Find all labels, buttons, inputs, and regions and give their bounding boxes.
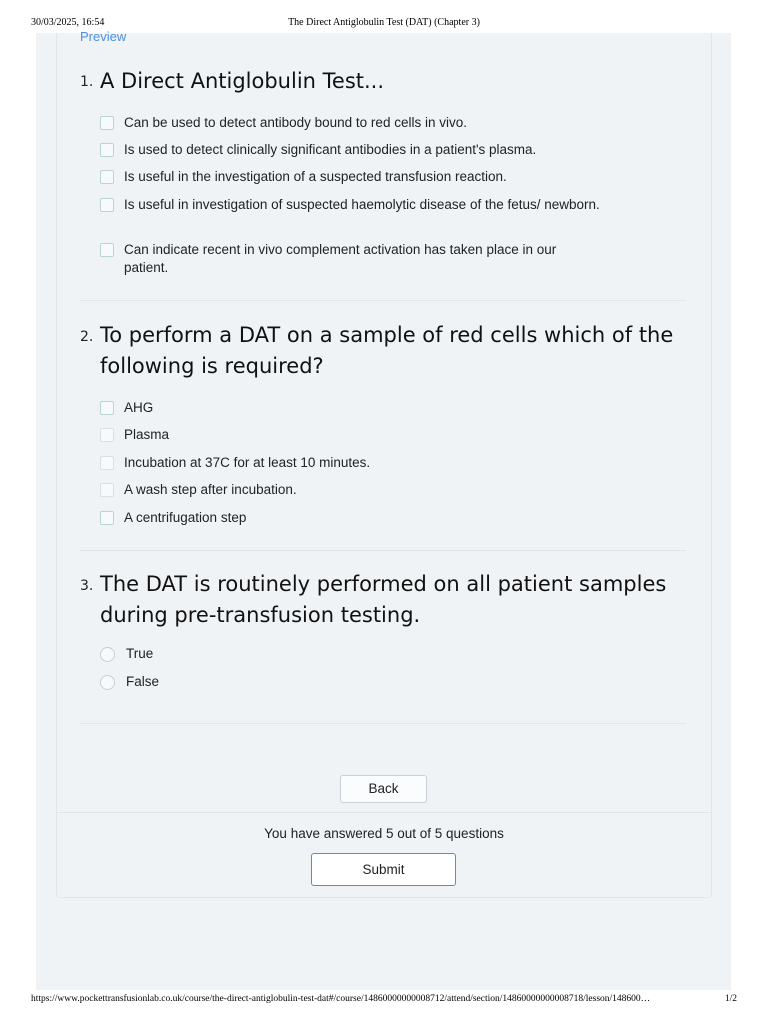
checkbox[interactable] bbox=[100, 243, 114, 257]
checkbox[interactable] bbox=[100, 401, 114, 415]
print-url: https://www.pockettransfusionlab.co.uk/course/the-direct-antiglobulin-test-dat#/course/14860000000008712/attend/section/14860000000008718/lesson/148600… bbox=[31, 994, 651, 1004]
checkbox[interactable] bbox=[100, 170, 114, 184]
checkbox[interactable] bbox=[100, 428, 114, 442]
answered-status: You have answered 5 out of 5 questions bbox=[264, 826, 504, 841]
question-divider bbox=[80, 550, 686, 551]
question-divider bbox=[80, 723, 686, 724]
radio-button[interactable] bbox=[100, 647, 115, 662]
question-number: 1. bbox=[80, 74, 94, 90]
option-label: Is used to detect clinically significant antibodies in a patient's plasma. bbox=[124, 142, 537, 157]
checkbox[interactable] bbox=[100, 456, 114, 470]
option-label: Can be used to detect antibody bound to red cells in vivo. bbox=[124, 115, 467, 130]
option-label: Can indicate recent in vivo complement activation has taken place in our patient. bbox=[124, 242, 557, 275]
checkbox[interactable] bbox=[100, 198, 114, 212]
print-footer bbox=[31, 994, 737, 1008]
question-number: 2. bbox=[80, 329, 94, 345]
option-label: A centrifugation step bbox=[124, 510, 247, 525]
checkbox[interactable] bbox=[100, 116, 114, 130]
preview-link[interactable]: Preview bbox=[80, 29, 127, 44]
print-page-title: The Direct Antiglobulin Test (DAT) (Chapter 3) bbox=[288, 17, 480, 28]
back-button[interactable]: Back bbox=[340, 775, 427, 803]
print-header bbox=[31, 17, 737, 31]
option-label: A wash step after incubation. bbox=[124, 482, 297, 497]
question-divider bbox=[80, 300, 686, 301]
option-label: Plasma bbox=[124, 427, 170, 442]
radio-button[interactable] bbox=[100, 675, 115, 690]
checkbox[interactable] bbox=[100, 511, 114, 525]
question-title: To perform a DAT on a sample of red cells which of the following is required? bbox=[100, 323, 674, 378]
card-footer-divider bbox=[57, 812, 711, 813]
option-label: Is useful in investigation of suspected haemolytic disease of the fetus/ newborn. bbox=[124, 197, 600, 212]
print-page-number: 1/2 bbox=[724, 994, 737, 1004]
print-datetime: 30/03/2025, 16:54 bbox=[31, 17, 105, 28]
option-label: True bbox=[126, 646, 154, 661]
question-title: A Direct Antiglobulin Test... bbox=[100, 69, 385, 93]
question-3 bbox=[80, 569, 686, 699]
checkbox[interactable] bbox=[100, 483, 114, 497]
submit-button[interactable]: Submit bbox=[311, 853, 456, 886]
question-title: The DAT is routinely performed on all patient samples during pre-transfusion testing. bbox=[100, 572, 667, 627]
checkbox[interactable] bbox=[100, 143, 114, 157]
option-label: False bbox=[126, 674, 160, 689]
question-1 bbox=[80, 66, 686, 296]
question-number: 3. bbox=[80, 578, 94, 594]
option-label: Is useful in the investigation of a suspected transfusion reaction. bbox=[124, 169, 507, 184]
option-label: AHG bbox=[124, 400, 154, 415]
question-2 bbox=[80, 320, 686, 535]
option-label: Incubation at 37C for at least 10 minutes. bbox=[124, 455, 371, 470]
